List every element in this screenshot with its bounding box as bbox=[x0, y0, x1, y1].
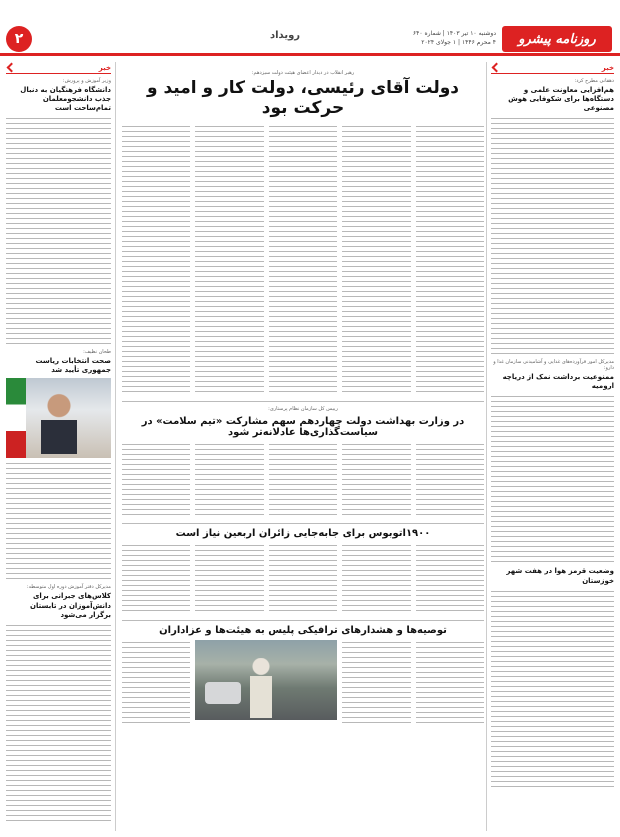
story-body-text bbox=[6, 623, 111, 823]
story-kicker: مدیرکل امور فرآورده‌های غذایی و آشامیدنی سازمان غذا و دارو: bbox=[493, 359, 614, 372]
flag-icon bbox=[6, 378, 26, 458]
story-headline: ۱۹۰۰اتوبوس برای جابه‌جایی زائران اربعین نیاز است bbox=[175, 528, 431, 539]
story-body-text bbox=[122, 640, 190, 724]
story-body-text bbox=[122, 124, 190, 394]
story-headline: توصیه‌ها و هشدارهای ترافیکی پلیس به هیئت‌ها و عزاداران bbox=[159, 625, 447, 636]
story-headline: در وزارت بهداشت دولت چهاردهم سهم مشارکت «تیم سلامت» در سیاست‌گذاری‌ها عادلانه‌تر شود bbox=[141, 416, 465, 438]
date-block bbox=[413, 29, 496, 47]
story-columns bbox=[122, 543, 484, 616]
story-title: ممنوعیت برداشت نمک از دریاچه ارومیه bbox=[502, 373, 614, 391]
tag-label: خبر bbox=[98, 63, 111, 72]
story-body-text bbox=[342, 640, 410, 724]
divider bbox=[122, 401, 484, 402]
story-title: صحت انتخابات ریاست جمهوری تأیید شد bbox=[35, 357, 111, 375]
center-content bbox=[122, 62, 484, 831]
story-body-text bbox=[416, 442, 484, 516]
story-body-text bbox=[195, 442, 263, 516]
story-title: وضعیت قرمز هوا در هفت شهر خوزستان bbox=[506, 567, 614, 585]
date-line: دوشنبه ۱۰ تیر ۱۴۰۳ | شماره ۶۴۰ bbox=[412, 30, 496, 37]
column-tag bbox=[6, 62, 111, 74]
story-body-text bbox=[195, 543, 263, 613]
story-columns bbox=[122, 640, 484, 727]
chevron-icon bbox=[492, 63, 502, 73]
story-body-text bbox=[195, 124, 263, 394]
date-line: ۴ محرم ۱۴۴۶ | ۱ جولای ۲۰۲۴ bbox=[421, 39, 496, 46]
lead-headline: دولت آقای رئیسی، دولت کار و امید و حرکت بود bbox=[146, 78, 460, 118]
story-body-text bbox=[342, 543, 410, 613]
story-title: کلاس‌های جبرانی برای دانش‌آموزان در تابستان برگزار می‌شود bbox=[29, 592, 111, 619]
story-body-text bbox=[416, 124, 484, 394]
story-body-text bbox=[491, 116, 614, 356]
story-body-text bbox=[122, 543, 190, 613]
story-body-text bbox=[269, 442, 337, 516]
official-portrait-photo bbox=[6, 378, 111, 458]
story-body-text bbox=[416, 640, 484, 724]
tag-label: خبر bbox=[601, 63, 614, 72]
story-title: هم‌افزایی معاونت علمی و دستگاه‌ها برای شکوفایی هوش مصنوعی bbox=[508, 86, 614, 113]
divider bbox=[122, 523, 484, 524]
story-body-text bbox=[342, 442, 410, 516]
story-kicker: رییس کل سازمان نظام پرستاری: bbox=[268, 406, 338, 412]
story-body-text bbox=[269, 543, 337, 613]
lead-kicker: رهبر انقلاب در دیدار اعضای هیئت دولت سیزدهم: bbox=[251, 70, 355, 76]
story-kicker: وزیر آموزش و پرورش: bbox=[62, 78, 111, 84]
story-body-text bbox=[416, 543, 484, 613]
page-number: ۲ bbox=[6, 26, 32, 52]
story-columns bbox=[122, 442, 484, 519]
story-body-text bbox=[6, 116, 111, 346]
masthead bbox=[0, 0, 620, 56]
story-body-text bbox=[269, 124, 337, 394]
story-kicker: مدیرکل دفتر آموزش دوره اول متوسطه: bbox=[26, 584, 111, 591]
newspaper-logo: روزنامه پیشرو bbox=[502, 26, 612, 52]
chevron-icon bbox=[7, 63, 17, 73]
story-body-text bbox=[342, 124, 410, 394]
divider bbox=[122, 620, 484, 621]
left-news-column bbox=[6, 62, 116, 831]
story-body-text bbox=[122, 442, 190, 516]
lead-story-columns bbox=[122, 124, 484, 397]
section-title: رویداد bbox=[270, 30, 301, 41]
story-kicker: طحان نظیف: bbox=[83, 349, 111, 356]
column-tag bbox=[491, 62, 614, 74]
story-body-text bbox=[491, 394, 614, 564]
story-title: دانشگاه فرهنگیان به دنبال جذب دانشجومعلمان تمام‌ساحت است bbox=[20, 86, 111, 113]
traffic-police-photo bbox=[195, 640, 337, 720]
story-body-text bbox=[491, 589, 614, 789]
story-kicker: دهقانی مطرح کرد: bbox=[574, 78, 614, 84]
story-body-text bbox=[6, 461, 111, 581]
right-news-column bbox=[486, 62, 614, 831]
